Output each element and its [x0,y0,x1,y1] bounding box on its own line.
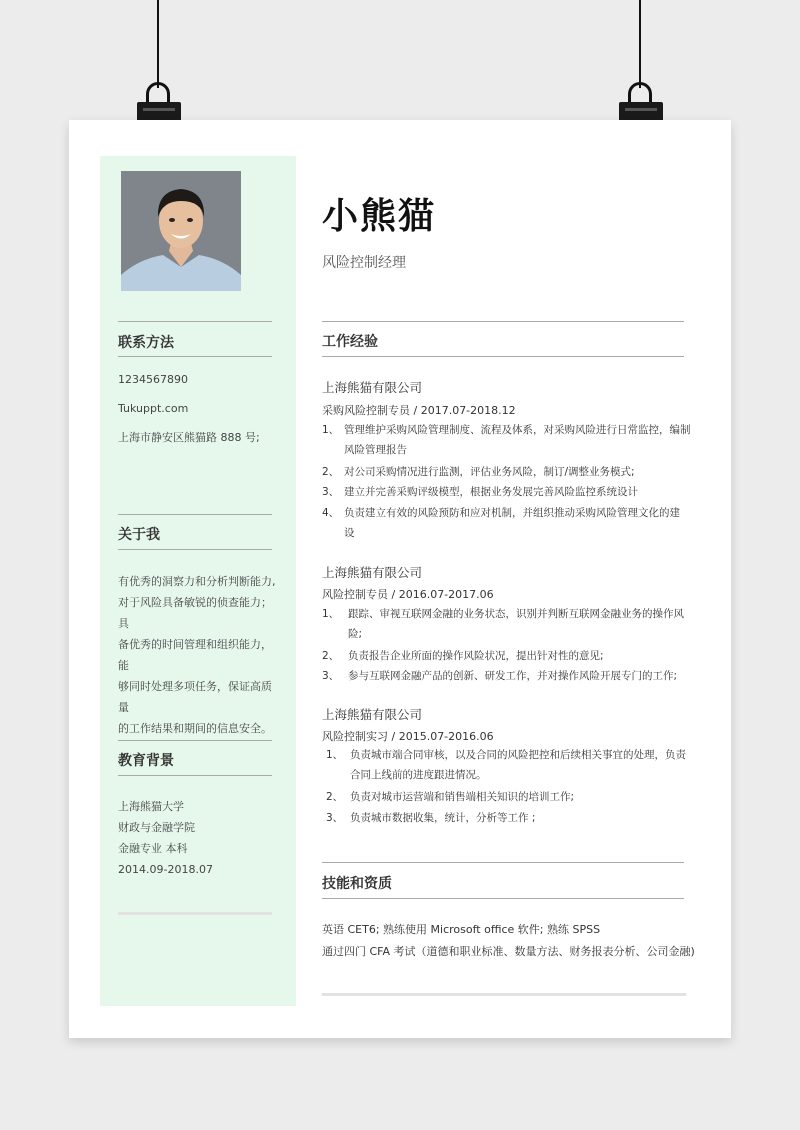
profile-photo [121,171,241,291]
divider [118,321,272,322]
about-text: 有优秀的洞察力和分析判断能力, 对于风险具备敏锐的侦查能力；具 备优秀的时间管理和组织能力，能 够同时处理多项任务，保证高质量 的工作结果和期间的信息安全。 [118,575,276,735]
divider [322,898,684,899]
divider [118,549,272,550]
education-period: 2014.09-2018.07 [118,863,213,876]
education-college: 财政与金融学院 [118,821,195,834]
job-company: 上海熊猫有限公司 [322,707,423,722]
divider [118,356,272,357]
experience-heading: 工作经验 [322,334,378,350]
divider [322,321,684,322]
skills-line: 通过四门 CFA 考试（道德和职业标准、数量方法、财务报表分析、公司金融) [322,945,695,958]
education-school: 上海熊猫大学 [118,800,184,813]
hanging-wire-left [157,0,159,88]
job-title: 风险控制经理 [322,255,406,271]
divider [118,775,272,776]
skills-heading: 技能和资质 [322,876,392,892]
divider [322,993,686,996]
divider [322,862,684,863]
contact-website: Tukuppt.com [118,402,189,415]
education-degree: 金融专业 本科 [118,842,188,855]
divider [118,740,272,741]
job-company: 上海熊猫有限公司 [322,380,423,395]
job-position: 采购风险控制专员 / 2017.07-2018.12 [322,404,516,417]
contact-phone: 1234567890 [118,373,188,386]
job-position: 风险控制实习 / 2015.07-2016.06 [322,730,494,743]
divider [118,514,272,515]
divider [322,356,684,357]
divider [118,912,272,915]
hanging-wire-right [639,0,641,88]
education-heading: 教育背景 [118,753,174,769]
skills-line: 英语 CET6; 熟练使用 Microsoft office 软件; 熟练 SPSS [322,923,601,936]
job-position: 风险控制专员 / 2016.07-2017.06 [322,588,494,601]
contact-heading: 联系方法 [118,335,174,351]
contact-address: 上海市静安区熊猫路 888 号; [118,431,260,444]
job-company: 上海熊猫有限公司 [322,565,423,580]
candidate-name: 小熊猫 [322,196,437,237]
education-details [118,796,278,880]
about-heading: 关于我 [118,527,160,543]
